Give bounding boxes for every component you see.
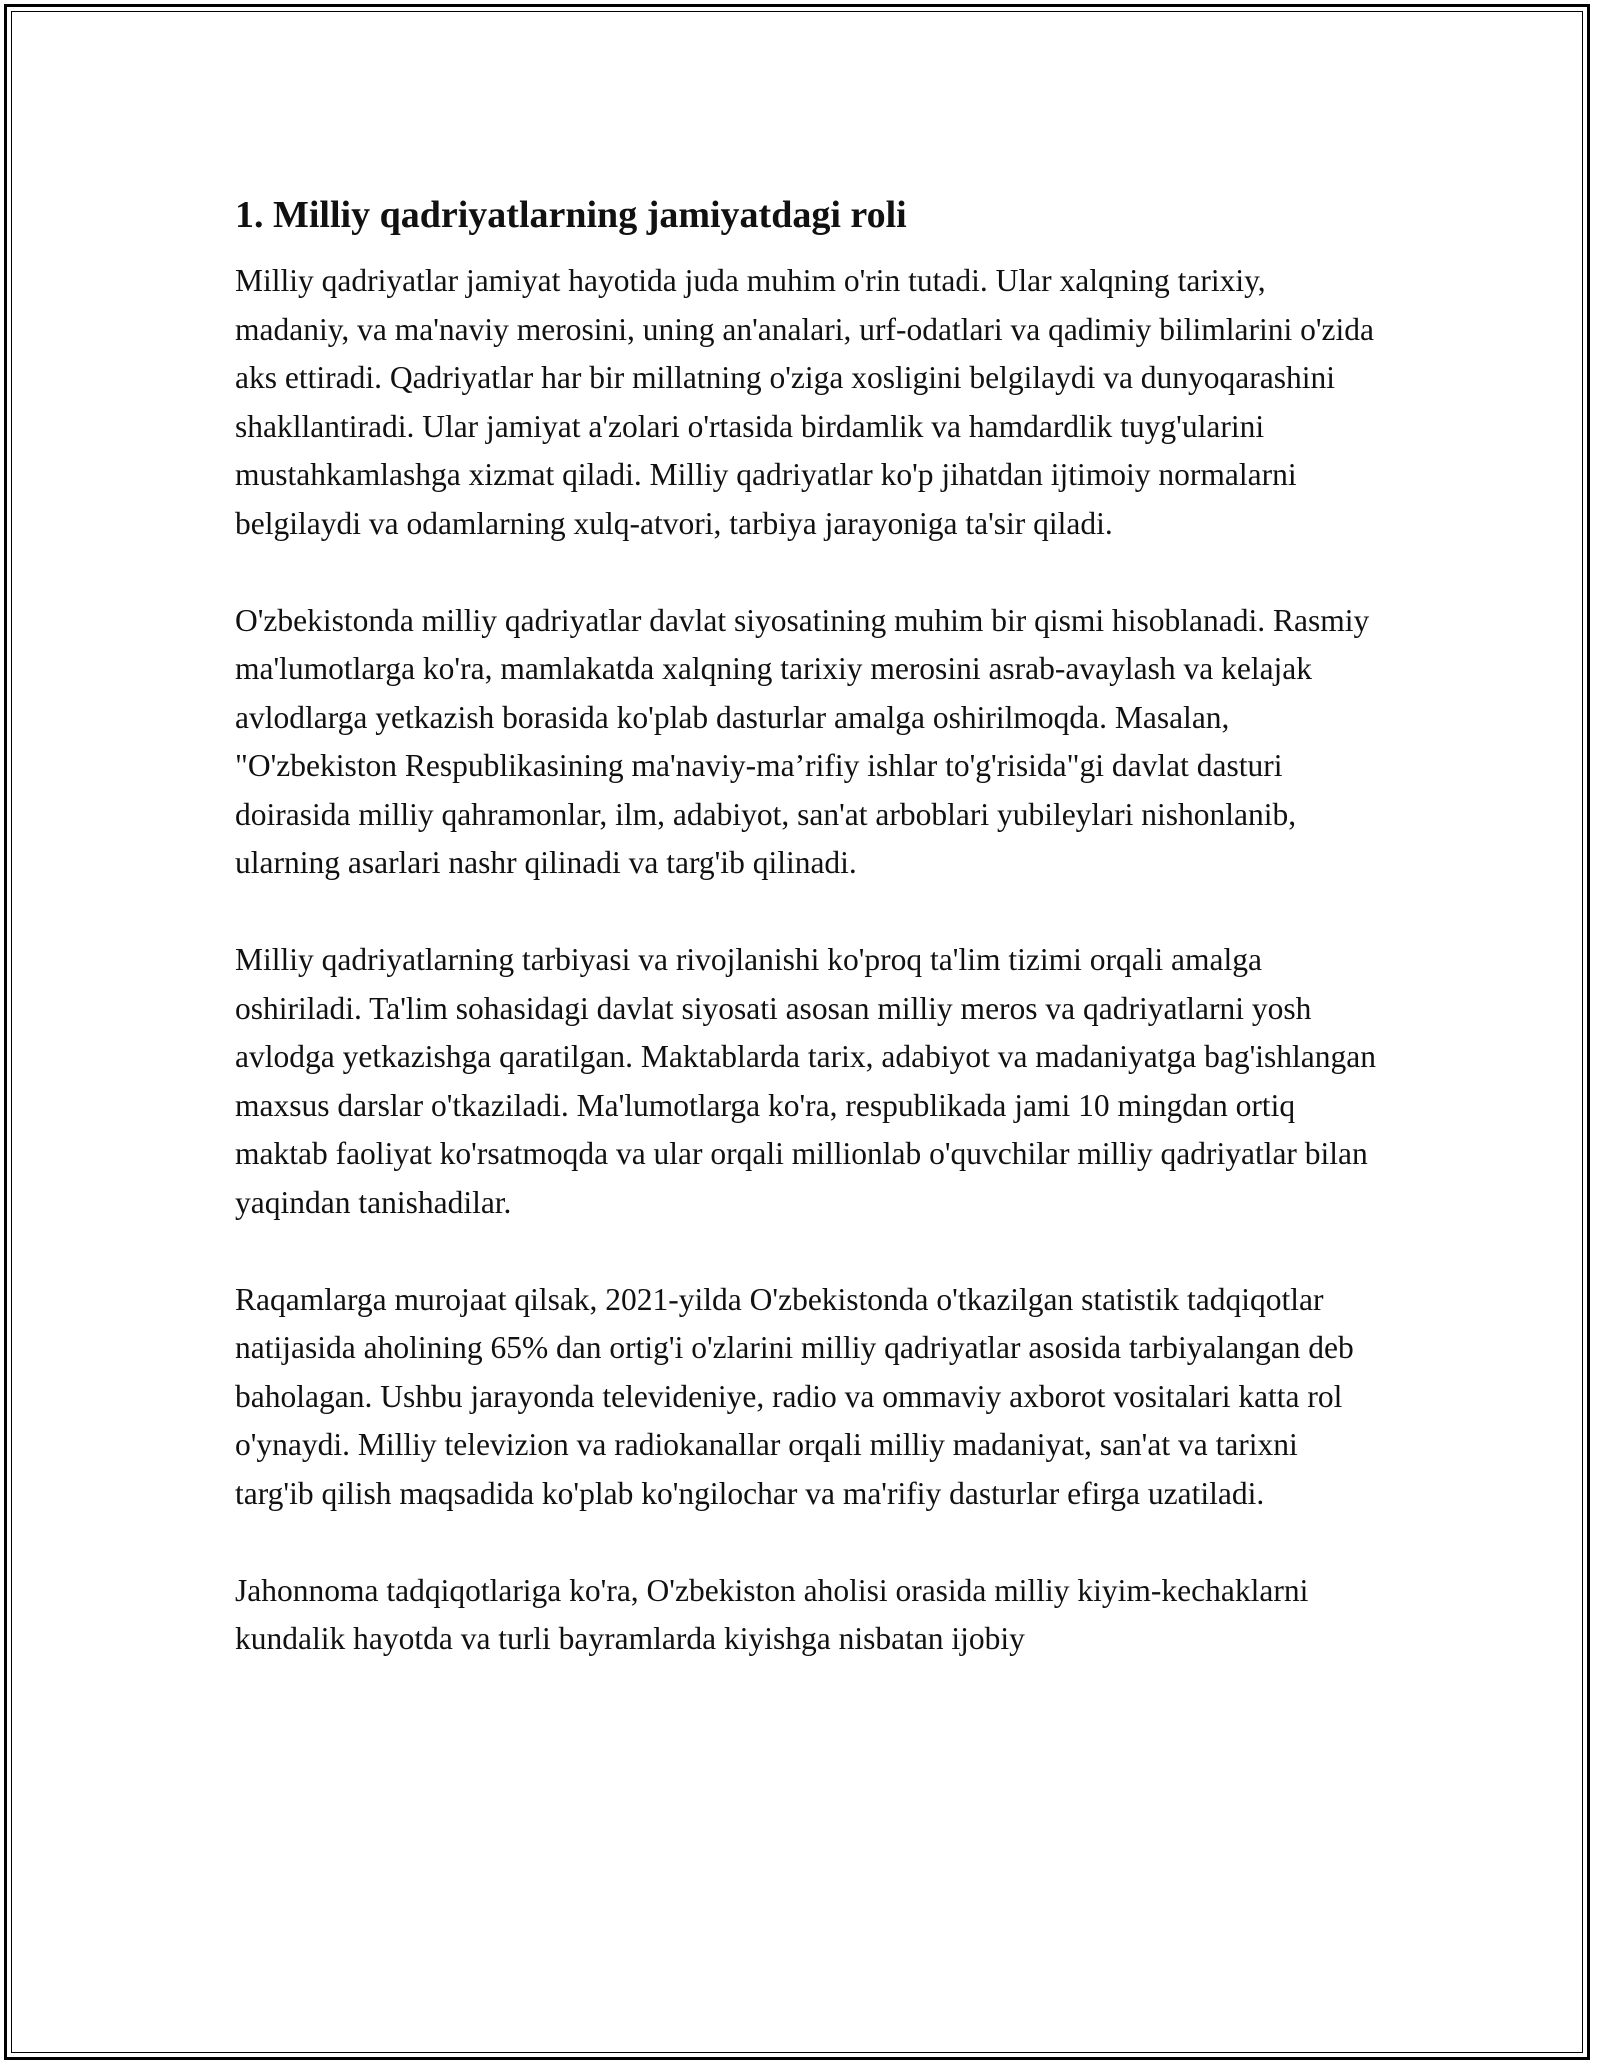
paragraph-1: Milliy qadriyatlar jamiyat hayotida juda muhim o'rin tutadi. Ular xalqning tarixiy, madaniy, va ma'naviy merosini, uning an'analari, urf-odatlari va qadimiy bilimlarini o'zida aks ettiradi. Qadriyatlar har bir millatning o'ziga xosligini belgilaydi va dunyoqarashini shakllantiradi. Ular jamiyat a'zolari o'rtasida birdamlik va hamdardlik tuyg'ularini mustahkamlashga xizmat qiladi. Milliy qadriyatlar ko'p jihatdan ijtimoiy normalarni belgilaydi va odamlarning xulq-atvori, tarbiya jarayoniga ta'sir qiladi.	[235, 263, 1375, 541]
section-heading: 1. Milliy qadriyatlarning jamiyatdagi roli	[235, 194, 907, 236]
paragraph-5: Jahonnoma tadqiqotlariga ko'ra, O'zbekiston aholisi orasida milliy kiyim-kechaklarni kundalik hayotda va turli bayramlarda kiyishga nisbatan ijobiy	[235, 1572, 1309, 1656]
paragraph-2: O'zbekistonda milliy qadriyatlar davlat siyosatining muhim bir qismi hisoblanadi. Rasmiy ma'lumotlarga ko'ra, mamlakatda xalqning tarixiy merosini asrab-avaylash va kelajak avlodlarga yetkazish borasida ko'plab dasturlar amalga oshirilmoqda. Masalan, "O'zbekiston Respublikasining ma'naviy-ma’rifiy ishlar to'g'risida"gi davlat dasturi doirasida milliy qahramonlar, ilm, adabiyot, san'at arboblari yubileylari nishonlanib, ularning asarlari nashr qilinadi va targ'ib qilinadi.	[235, 602, 1370, 880]
document-body	[235, 187, 1380, 1712]
paragraph-4: Raqamlarga murojaat qilsak, 2021-yilda O'zbekistonda o'tkazilgan statistik tadqiqotlar natijasida aholining 65% dan ortig'i o'zlarini milliy qadriyatlar asosida tarbiyalangan deb baholagan. Ushbu jarayonda televideniye, radio va ommaviy axborot vositalari katta rol o'ynaydi. Milliy televizion va radiokanallar orqali milliy madaniyat, san'at va tarixni targ'ib qilish maqsadida ko'plab ko'ngilochar va ma'rifiy dasturlar efirga uzatiladi.	[235, 1281, 1354, 1511]
paragraph-3: Milliy qadriyatlarning tarbiyasi va rivojlanishi ko'proq ta'lim tizimi orqali amalga oshiriladi. Ta'lim sohasidagi davlat siyosati asosan milliy meros va qadriyatlarni yosh avlodga yetkazishga qaratilgan. Maktablarda tarix, adabiyot va madaniyatga bag'ishlangan maxsus darslar o'tkaziladi. Ma'lumotlarga ko'ra, respublikada jami 10 mingdan ortiq maktab faoliyat ko'rsatmoqda va ular orqali millionlab o'quvchilar milliy qadriyatlar bilan yaqindan tanishadilar.	[235, 942, 1376, 1220]
